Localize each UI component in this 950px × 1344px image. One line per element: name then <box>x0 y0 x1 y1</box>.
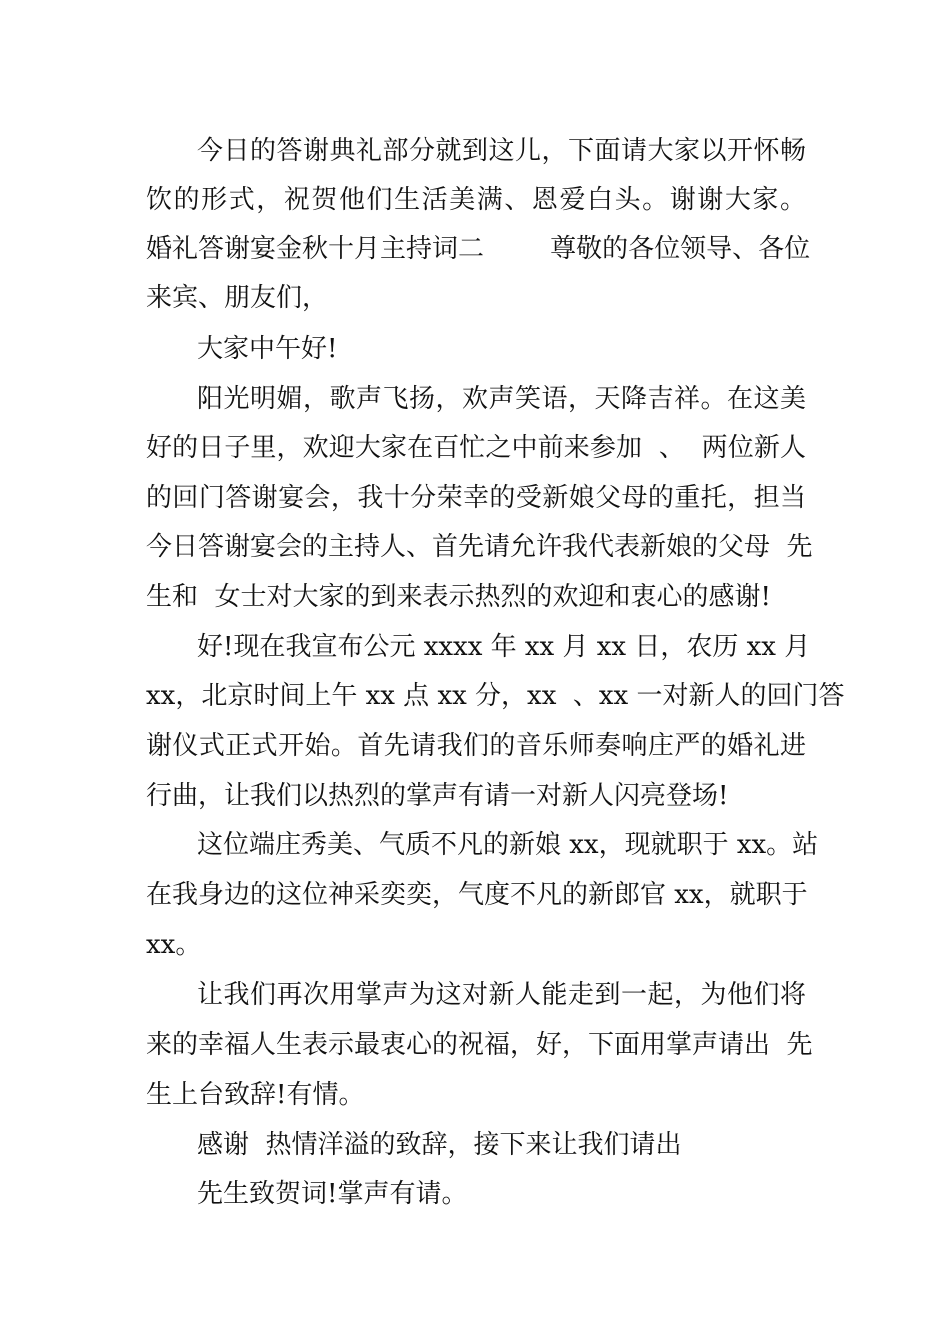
text-line: 好!现在我宣布公元 xxxx 年 xx 月 xx 日，农历 xx 月 <box>197 632 811 662</box>
text-line: 婚礼答谢宴金秋十月主持词二 尊敬的各位领导、各位 <box>146 234 811 264</box>
text-line: 生上台致辞!有情。 <box>146 1080 365 1110</box>
text-line: 让我们再次用掌声为这对新人能走到一起，为他们将 <box>197 980 806 1010</box>
text-line: 的回门答谢宴会，我十分荣幸的受新娘父母的重托，担当 <box>146 483 806 513</box>
text-line: 这位端庄秀美、气质不凡的新娘 xx，现就职于 xx。站 <box>197 830 819 860</box>
text-line: 感谢 热情洋溢的致辞，接下来让我们请出 <box>197 1130 682 1160</box>
text-line: 好的日子里，欢迎大家在百忙之中前来参加 、 两位新人 <box>146 433 806 463</box>
text-line: 在我身边的这位神采奕奕，气度不凡的新郎官 xx，就职于 <box>146 880 808 910</box>
text-line: 阳光明媚，歌声飞扬，欢声笑语，天降吉祥。在这美 <box>197 384 806 414</box>
text-line: 谢仪式正式开始。首先请我们的音乐师奏响庄严的婚礼进 <box>146 731 806 761</box>
text-line: 先生致贺词!掌声有请。 <box>197 1179 468 1209</box>
text-line: 饮的形式，祝贺他们生活美满、恩爱白头。谢谢大家。 <box>146 185 806 215</box>
text-line: xx，北京时间上午 xx 点 xx 分，xx 、xx 一对新人的回门答 <box>146 681 845 711</box>
text-line: 生和 女士对大家的到来表示热烈的欢迎和衷心的感谢! <box>146 582 771 612</box>
text-line: 今日的答谢典礼部分就到这儿，下面请大家以开怀畅 <box>197 136 806 166</box>
text-line: 来的幸福人生表示最衷心的祝福，好，下面用掌声请出 先 <box>146 1030 813 1060</box>
text-line: 今日答谢宴会的主持人、首先请允许我代表新娘的父母 先 <box>146 532 813 562</box>
text-line: xx。 <box>146 930 202 960</box>
text-line: 大家中午好! <box>197 334 338 364</box>
text-line: 行曲，让我们以热烈的掌声有请一对新人闪亮登场! <box>146 781 729 811</box>
text-line: 来宾、朋友们， <box>146 283 329 313</box>
